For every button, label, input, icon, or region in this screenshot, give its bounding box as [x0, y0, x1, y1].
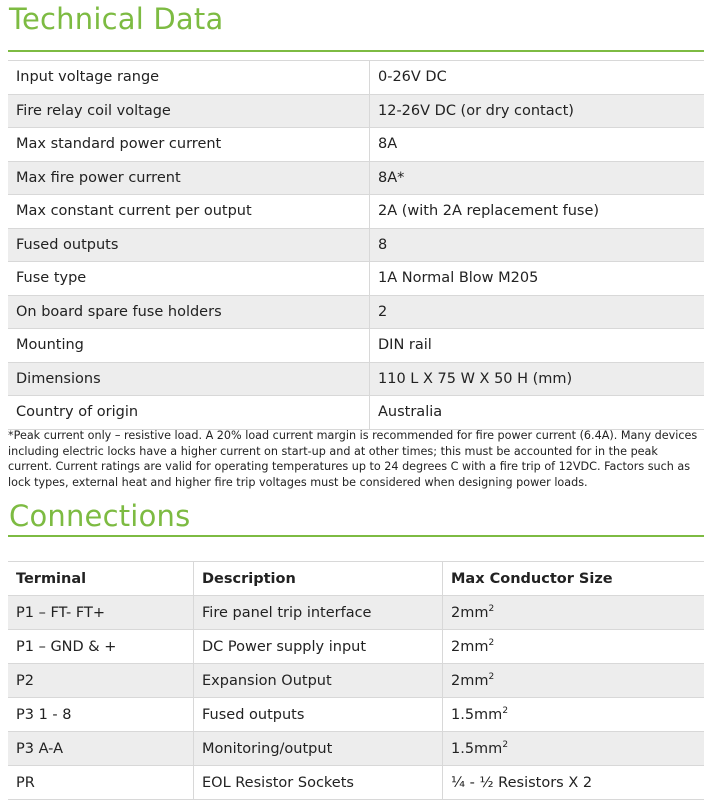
- spec-label: Fused outputs: [8, 228, 370, 262]
- table-row: [8, 128, 704, 162]
- table-row: [8, 596, 704, 630]
- spec-label: Input voltage range: [8, 61, 370, 95]
- size-superscript: 2: [502, 739, 509, 750]
- size-cell: [443, 766, 704, 800]
- terminal-cell: P1 – GND & +: [8, 630, 194, 664]
- size-value: 2mm: [451, 604, 489, 621]
- description-cell: Monitoring/output: [194, 732, 443, 766]
- terminal-cell: P2: [8, 664, 194, 698]
- size-value: 1.5mm: [451, 740, 503, 757]
- description-cell: Fire panel trip interface: [194, 596, 443, 630]
- spec-value: 12-26V DC (or dry contact): [370, 94, 704, 128]
- technical-data-rule: [8, 50, 704, 52]
- description-cell: Expansion Output: [194, 664, 443, 698]
- spec-value: 1A Normal Blow M205: [370, 262, 704, 296]
- column-header-description: Description: [194, 562, 443, 596]
- spec-value: 8A: [370, 128, 704, 162]
- size-value: 2mm: [451, 638, 489, 655]
- table-row: [8, 161, 704, 195]
- table-row: [8, 329, 704, 363]
- description-cell: DC Power supply input: [194, 630, 443, 664]
- table-row: [8, 698, 704, 732]
- terminal-cell: P3 1 - 8: [8, 698, 194, 732]
- size-value: 1.5mm: [451, 706, 503, 723]
- spec-label: Fire relay coil voltage: [8, 94, 370, 128]
- connections-heading: Connections: [9, 499, 191, 533]
- spec-label: Max standard power current: [8, 128, 370, 162]
- spec-value: 0-26V DC: [370, 61, 704, 95]
- table-row: [8, 766, 704, 800]
- size-superscript: 2: [488, 671, 495, 682]
- description-cell: Fused outputs: [194, 698, 443, 732]
- table-row: [8, 228, 704, 262]
- table-row: [8, 732, 704, 766]
- footnote: *Peak current only – resistive load. A 20% load current margin is recommended for fire power current (6.4A). Many devices including electric locks have a higher current on start-up and at other times; this must be accounted for in the peak current. Current ratings are valid for operating temperatures up to 24 degrees C with a fire trip of 12VDC. Factors such as lock types, external heat and higher fire trip voltages must be considered when designing power loads.: [8, 429, 698, 489]
- table-row: [8, 94, 704, 128]
- header-row: [8, 562, 704, 596]
- table-row: [8, 61, 704, 95]
- terminal-cell: P1 – FT- FT+: [8, 596, 194, 630]
- size-value: ¼ - ½ Resistors X 2: [451, 774, 593, 791]
- spec-label: Country of origin: [8, 396, 370, 430]
- size-superscript: 2: [488, 603, 495, 614]
- description-cell: EOL Resistor Sockets: [194, 766, 443, 800]
- spec-label: Max fire power current: [8, 161, 370, 195]
- connections-rule: [8, 535, 704, 537]
- size-cell: [443, 630, 704, 664]
- technical-data-table: [8, 60, 704, 430]
- spec-label: Dimensions: [8, 362, 370, 396]
- technical-data-heading: Technical Data: [9, 2, 224, 36]
- spec-label: On board spare fuse holders: [8, 295, 370, 329]
- spec-value: Australia: [370, 396, 704, 430]
- size-cell: [443, 596, 704, 630]
- spec-value: 8: [370, 228, 704, 262]
- spec-label: Max constant current per output: [8, 195, 370, 229]
- table-row: [8, 195, 704, 229]
- terminal-cell: P3 A-A: [8, 732, 194, 766]
- size-superscript: 2: [502, 705, 509, 716]
- size-cell: [443, 732, 704, 766]
- terminal-cell: PR: [8, 766, 194, 800]
- size-cell: [443, 698, 704, 732]
- table-row: [8, 362, 704, 396]
- size-value: 2mm: [451, 672, 489, 689]
- size-cell: [443, 664, 704, 698]
- spec-value: DIN rail: [370, 329, 704, 363]
- spec-value: 8A*: [370, 161, 704, 195]
- spec-value: 2A (with 2A replacement fuse): [370, 195, 704, 229]
- size-superscript: 2: [488, 637, 495, 648]
- table-row: [8, 630, 704, 664]
- spec-value: 110 L X 75 W X 50 H (mm): [370, 362, 704, 396]
- spec-value: 2: [370, 295, 704, 329]
- column-header-max-conductor-size: Max Conductor Size: [443, 562, 704, 596]
- table-row: [8, 295, 704, 329]
- spec-label: Fuse type: [8, 262, 370, 296]
- table-row: [8, 396, 704, 430]
- connections-table: [8, 561, 704, 800]
- spec-label: Mounting: [8, 329, 370, 363]
- table-row: [8, 262, 704, 296]
- table-row: [8, 664, 704, 698]
- column-header-terminal: Terminal: [8, 562, 194, 596]
